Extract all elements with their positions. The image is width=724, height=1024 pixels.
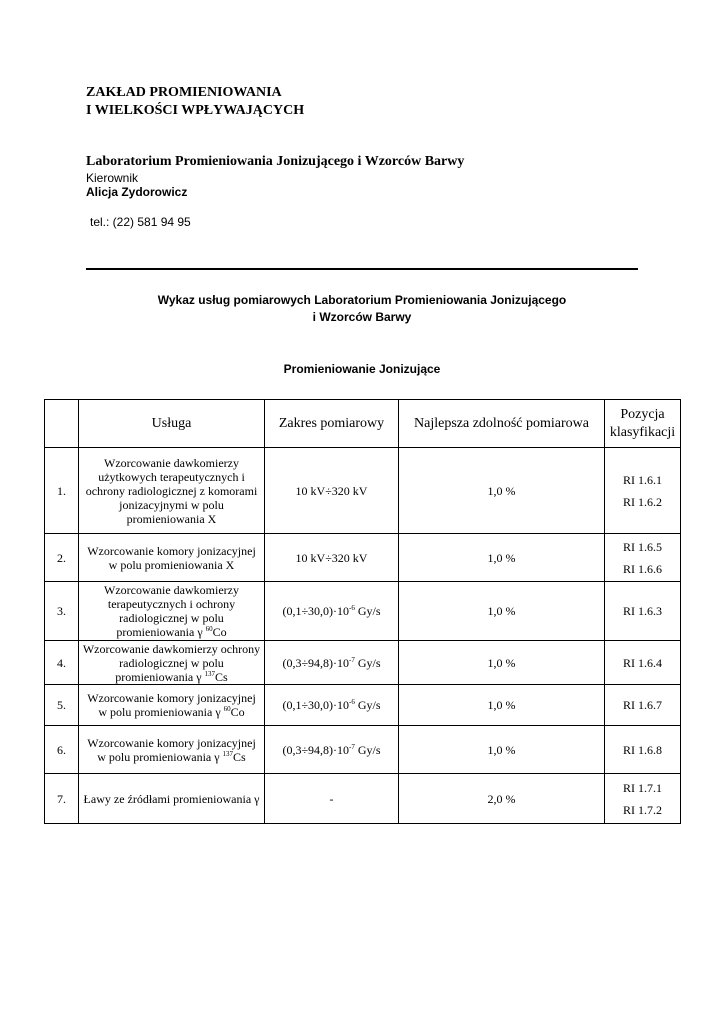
table-row bbox=[45, 774, 681, 824]
range-cell: - bbox=[265, 774, 399, 824]
header-range: Zakres pomiarowy bbox=[265, 400, 399, 448]
header-service: Usługa bbox=[79, 400, 265, 448]
org-title-line2: I WIELKOŚCI WPŁYWAJĄCYCH bbox=[86, 103, 305, 118]
head-role: Kierownik bbox=[86, 171, 139, 185]
header-num bbox=[45, 400, 79, 448]
service-cell: Wzorcowanie dawkomierzy użytkowych terapeutycznych i ochrony radiologicznej z komorami jonizacyjnymi w polu promieniowania X bbox=[79, 448, 265, 534]
row-number: 7. bbox=[45, 774, 79, 824]
classification-code: RI 1.6.6 bbox=[623, 561, 662, 576]
range-base: (0,1÷30,0)·10 bbox=[282, 604, 350, 618]
table-row bbox=[45, 641, 681, 685]
isotope-mass: 137 bbox=[204, 669, 216, 678]
table-header-row bbox=[45, 400, 681, 448]
classification-code: RI 1.7.2 bbox=[623, 802, 662, 817]
isotope-mass: 137 bbox=[222, 749, 234, 758]
service-text: Wzorcowanie dawkomierzy terapeutycznych i ochrony radiologicznej w polu promieniowania γ bbox=[104, 583, 239, 639]
range-unit: Gy/s bbox=[354, 604, 381, 618]
classification-code: RI 1.6.1 bbox=[623, 472, 662, 487]
capability-cell: 1,0 % bbox=[399, 448, 605, 534]
isotope-symbol: Co bbox=[212, 625, 227, 639]
table-row bbox=[45, 582, 681, 641]
service-text: Wzorcowanie dawkomierzy ochrony radiologicznej w polu promieniowania γ bbox=[82, 641, 261, 684]
head-person: Alicja Zydorowicz bbox=[86, 185, 188, 199]
classification-code: RI 1.6.7 bbox=[623, 698, 662, 712]
section-heading: Promieniowanie Jonizujące bbox=[283, 362, 441, 376]
isotope-symbol: Cs bbox=[215, 669, 228, 684]
classification-cell bbox=[605, 534, 681, 582]
capability-cell: 1,0 % bbox=[399, 726, 605, 774]
service-cell bbox=[79, 641, 265, 685]
table-row bbox=[45, 448, 681, 534]
range-unit: Gy/s bbox=[354, 698, 381, 712]
lab-name: Laboratorium Promieniowania Jonizującego i Wzorców Barwy bbox=[86, 154, 465, 169]
classification-code: RI 1.6.3 bbox=[623, 604, 662, 618]
classification-cell bbox=[605, 774, 681, 824]
org-title-line1: ZAKŁAD PROMIENIOWANIA bbox=[86, 85, 282, 100]
isotope-symbol: Cs bbox=[233, 749, 246, 764]
table-row bbox=[45, 534, 681, 582]
table-row bbox=[45, 685, 681, 726]
classification-code: RI 1.6.2 bbox=[623, 494, 662, 509]
document-title-line1: Wykaz usług pomiarowych Laboratorium Promieniowania Jonizującego bbox=[157, 293, 567, 307]
capability-cell: 1,0 % bbox=[399, 641, 605, 685]
phone-number: tel.: (22) 581 94 95 bbox=[90, 215, 191, 229]
range-exponent: -7 bbox=[349, 742, 355, 751]
classification-cell bbox=[605, 582, 681, 641]
capability-cell: 1,0 % bbox=[399, 685, 605, 726]
range-unit: Gy/s bbox=[354, 742, 381, 757]
capability-cell: 2,0 % bbox=[399, 774, 605, 824]
classification-code: RI 1.6.8 bbox=[623, 742, 662, 757]
row-number: 5. bbox=[45, 685, 79, 726]
row-number: 1. bbox=[45, 448, 79, 534]
range-cell bbox=[265, 582, 399, 641]
classification-cell bbox=[605, 448, 681, 534]
classification-code: RI 1.7.1 bbox=[623, 780, 662, 795]
service-cell: Wzorcowanie komory jonizacyjnej w polu promieniowania X bbox=[79, 534, 265, 582]
table-row bbox=[45, 726, 681, 774]
classification-cell bbox=[605, 685, 681, 726]
classification-cell bbox=[605, 641, 681, 685]
row-number: 6. bbox=[45, 726, 79, 774]
range-cell bbox=[265, 726, 399, 774]
isotope-mass: 60 bbox=[205, 625, 213, 633]
range-base: (0,3÷94,8)·10 bbox=[282, 655, 350, 670]
service-cell: Ławy ze źródłami promieniowania γ bbox=[79, 774, 265, 824]
capability-cell: 1,0 % bbox=[399, 582, 605, 641]
range-unit: Gy/s bbox=[354, 655, 381, 670]
row-number: 4. bbox=[45, 641, 79, 685]
range-cell: 10 kV÷320 kV bbox=[265, 534, 399, 582]
service-text: Wzorcowanie komory jonizacyjnej w polu promieniowania γ bbox=[87, 691, 256, 719]
range-exponent: -6 bbox=[349, 604, 355, 612]
range-base: (0,1÷30,0)·10 bbox=[282, 698, 350, 712]
divider-line bbox=[86, 268, 638, 270]
header-classification: Pozycja klasyfikacji bbox=[605, 400, 681, 448]
range-exponent: -7 bbox=[349, 655, 355, 664]
service-cell bbox=[79, 726, 265, 774]
range-cell bbox=[265, 685, 399, 726]
service-cell bbox=[79, 582, 265, 641]
isotope-mass: 60 bbox=[223, 705, 231, 713]
isotope-symbol: Co bbox=[230, 705, 245, 719]
document-title-line2: i Wzorców Barwy bbox=[312, 310, 412, 324]
row-number: 2. bbox=[45, 534, 79, 582]
classification-cell bbox=[605, 726, 681, 774]
header-capability: Najlepsza zdolność pomiarowa bbox=[399, 400, 605, 448]
range-base: (0,3÷94,8)·10 bbox=[282, 742, 350, 757]
range-cell: 10 kV÷320 kV bbox=[265, 448, 399, 534]
range-exponent: -6 bbox=[349, 698, 355, 706]
classification-code: RI 1.6.4 bbox=[623, 655, 662, 670]
service-cell bbox=[79, 685, 265, 726]
services-table bbox=[44, 399, 681, 824]
classification-code: RI 1.6.5 bbox=[623, 539, 662, 554]
service-text: Wzorcowanie komory jonizacyjnej w polu promieniowania γ bbox=[87, 735, 256, 764]
range-cell bbox=[265, 641, 399, 685]
capability-cell: 1,0 % bbox=[399, 534, 605, 582]
row-number: 3. bbox=[45, 582, 79, 641]
